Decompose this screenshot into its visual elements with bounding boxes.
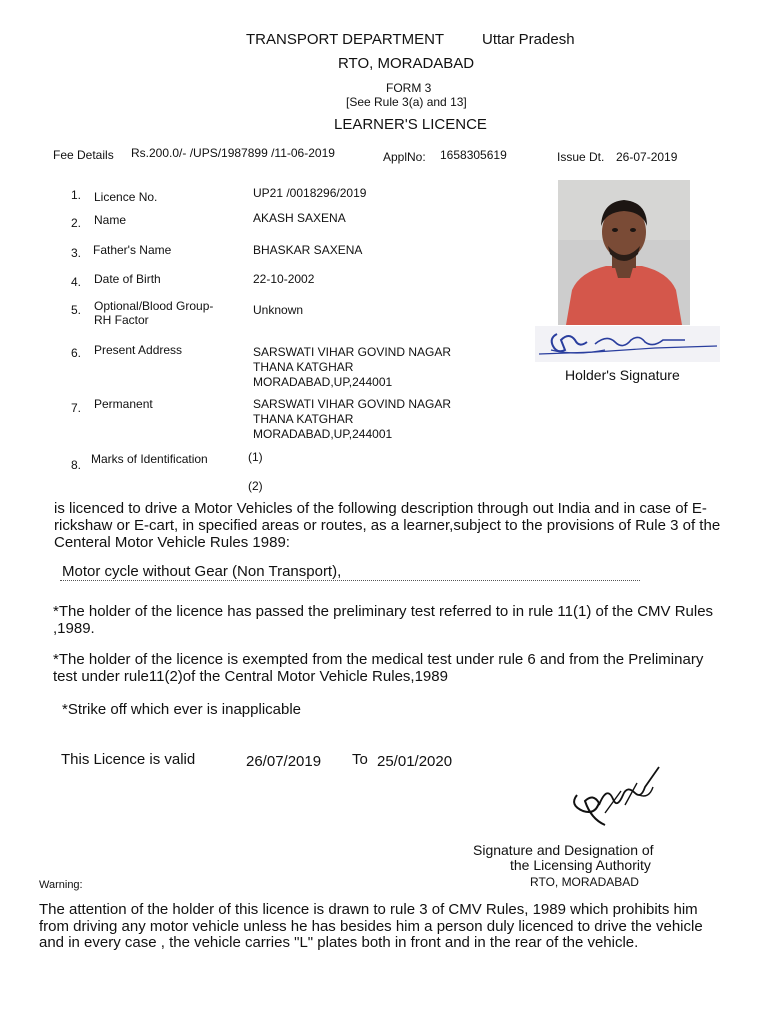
state-name: Uttar Pradesh bbox=[482, 31, 575, 48]
dob-value: 22-10-2002 bbox=[253, 272, 315, 286]
holder-signature-image bbox=[535, 326, 720, 362]
field-number: 1. bbox=[71, 188, 82, 202]
fee-label: Fee Details bbox=[53, 148, 114, 162]
page-title: LEARNER'S LICENCE bbox=[334, 116, 487, 133]
licence-no-value: UP21 /0018296/2019 bbox=[253, 186, 367, 200]
blood-group-value: Unknown bbox=[253, 303, 304, 317]
vehicle-class-dotted-line bbox=[60, 580, 640, 581]
blood-group-label: Optional/Blood Group- bbox=[94, 299, 214, 313]
present-address-label: Present Address bbox=[94, 343, 183, 357]
medical-exemption-note: *The holder of the licence is exempted from the medical test under rule 6 and from the Preliminary test under rule11(2)of the Central Motor Vehicle Rules,1989 bbox=[53, 651, 704, 685]
validity-label: This Licence is valid bbox=[61, 751, 196, 768]
address-line: THANA KATGHAR bbox=[253, 412, 354, 426]
validity-to: 25/01/2020 bbox=[377, 753, 453, 770]
identification-mark-1: (1) bbox=[248, 450, 263, 464]
father-name-label: Father's Name bbox=[93, 243, 172, 257]
preliminary-test-note: *The holder of the licence has passed the preliminary test referred to in rule 11(1) of the CMV Rules ,1989. bbox=[53, 603, 714, 637]
dob-label: Date of Birth bbox=[94, 272, 161, 286]
father-name-value: BHASKAR SAXENA bbox=[253, 243, 363, 257]
rh-factor-label: RH Factor bbox=[94, 313, 149, 327]
permanent-address-value bbox=[253, 397, 451, 442]
holder-photo bbox=[558, 180, 690, 325]
address-line: SARSWATI VIHAR GOVIND NAGAR bbox=[253, 345, 452, 359]
licence-description: is licenced to drive a Motor Vehicles of the following description through out India and in case of E-rickshaw or E-cart, in specified areas or routes, as a learner,subject to the provisions of Rule 3 of the Centeral Motor Vehicle Rules 1989: bbox=[54, 500, 721, 551]
address-line: THANA KATGHAR bbox=[253, 360, 354, 374]
validity-from: 26/07/2019 bbox=[246, 753, 322, 770]
appl-label: ApplNo: bbox=[383, 150, 426, 164]
identification-marks-label: Marks of Identification bbox=[91, 452, 208, 466]
authority-line-1: Signature and Designation of bbox=[473, 842, 654, 858]
licence-no-label: Licence No. bbox=[94, 190, 158, 204]
present-address-value bbox=[253, 345, 451, 390]
field-number: 5. bbox=[71, 303, 82, 317]
field-number: 8. bbox=[71, 458, 82, 472]
appl-value: 1658305619 bbox=[440, 148, 507, 162]
permanent-address-label: Permanent bbox=[94, 397, 153, 411]
address-line: SARSWATI VIHAR GOVIND NAGAR bbox=[253, 397, 452, 411]
address-line: MORADABAD,UP,244001 bbox=[253, 427, 393, 441]
department-title: TRANSPORT DEPARTMENT bbox=[246, 31, 445, 48]
field-number: 7. bbox=[71, 401, 82, 415]
name-label: Name bbox=[94, 213, 127, 227]
strike-off-note: *Strike off which ever is inapplicable bbox=[62, 701, 302, 718]
address-line: MORADABAD,UP,244001 bbox=[253, 375, 393, 389]
fee-value: Rs.200.0/- /UPS/1987899 /11-06-2019 bbox=[131, 146, 335, 160]
holder-photo-image bbox=[558, 180, 690, 325]
form-number: FORM 3 bbox=[386, 81, 432, 95]
authority-signature-image bbox=[565, 765, 665, 830]
identification-mark-2: (2) bbox=[248, 479, 263, 493]
warning-label: Warning: bbox=[39, 879, 83, 891]
authority-line-2: the Licensing Authority bbox=[510, 857, 651, 873]
validity-to-label: To bbox=[352, 751, 368, 768]
field-number: 4. bbox=[71, 275, 82, 289]
holder-signature-label: Holder's Signature bbox=[565, 367, 680, 383]
field-number: 2. bbox=[71, 216, 82, 230]
name-value: AKASH SAXENA bbox=[253, 211, 346, 225]
warning-text: The attention of the holder of this licence is drawn to rule 3 of CMV Rules, 1989 which prohibits him from driving any motor vehicle unless he has besides him a person duly licenced to drive the vehicle and in every case , the vehicle carries "L" plates both in front and in the rear of the vehicle. bbox=[39, 901, 703, 951]
rule-reference: [See Rule 3(a) and 13] bbox=[346, 95, 467, 109]
issue-value: 26-07-2019 bbox=[616, 150, 678, 164]
field-number: 6. bbox=[71, 346, 82, 360]
office-name: RTO, MORADABAD bbox=[338, 55, 475, 72]
authority-line-3: RTO, MORADABAD bbox=[530, 875, 639, 889]
vehicle-class: Motor cycle without Gear (Non Transport), bbox=[62, 563, 342, 580]
field-number: 3. bbox=[71, 246, 82, 260]
issue-label: Issue Dt. bbox=[557, 150, 605, 164]
